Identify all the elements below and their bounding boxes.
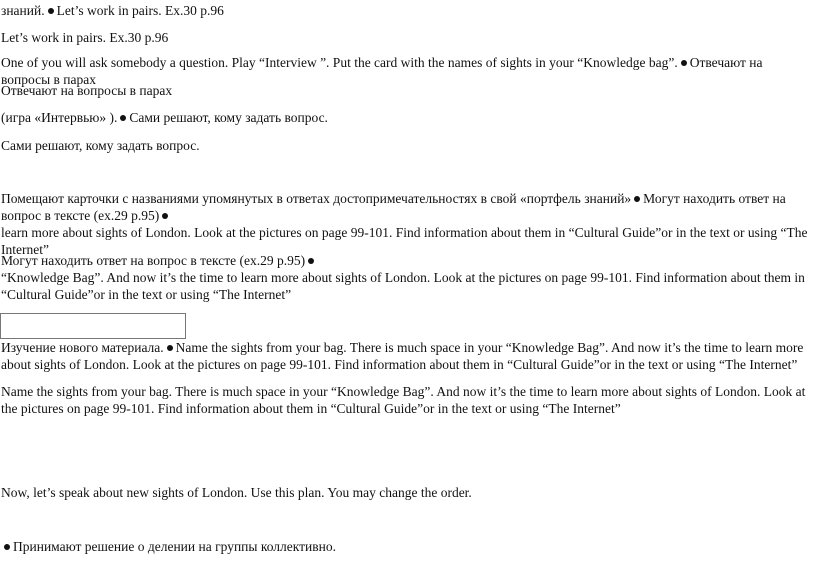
p5-text: Сами решают, кому задать вопрос.	[129, 110, 328, 125]
paragraph-11: Now, let’s speak about new sights of London. Use this plan. You may change the order.	[1, 485, 472, 500]
p3-ru: Отвечают на вопросы в парах	[1, 55, 763, 87]
paragraph-10: Name the sights from your bag. There is much space in your “Knowledge Bag”. And now it’s the time to learn more about sights of London. Look at the pictures on page 99-101. Find information about them in “Cultural Guide”or in the text or using “The Internet”	[1, 384, 806, 416]
p3-text: One of you will ask somebody a question. Play “Interview ”. Put the card with the names of sights in your “Knowledge bag”.	[1, 55, 678, 70]
bullet-icon	[48, 8, 54, 14]
paragraph-12	[1, 538, 808, 555]
bullet-icon	[167, 345, 173, 351]
empty-text-box[interactable]	[0, 313, 186, 339]
bullet-icon	[162, 213, 168, 219]
paragraph-7	[1, 190, 808, 258]
paragraph-9	[1, 339, 808, 373]
p7-text3: learn more about sights of London. Look at the pictures on page 99-101. Find information about them in “Cultural Guide”or in the text or using “The Internet”	[1, 225, 808, 257]
bullet-icon	[681, 60, 687, 66]
p1-prefix: знаний.	[1, 3, 45, 18]
p5-prefix: (игра «Интервью» ).	[1, 110, 118, 125]
p9-text: Name the sights from your bag. There is much space in your “Knowledge Bag”. And now it’s the time to learn more about sights of London. Look at the pictures on page 99-101. Find information about them in “Cultural Guide”or in the text or using “The Internet”	[1, 340, 804, 372]
p12-text: Принимают решение о делении на группы коллективно.	[13, 539, 336, 554]
p9-prefix: Изучение нового материала.	[1, 340, 164, 355]
paragraph-1	[1, 2, 808, 19]
bullet-icon	[634, 196, 640, 202]
paragraph-2: Let’s work in pairs. Ex.30 p.96	[1, 30, 169, 45]
p8-text2: “Knowledge Bag”. And now it’s the time to learn more about sights of London. Look at the pictures on page 99-101. Find information about them in “Cultural Guide”or in the text or using “The Internet”	[1, 270, 805, 302]
bullet-icon	[4, 544, 10, 550]
paragraph-4: Отвечают на вопросы в парах	[1, 83, 173, 98]
bullet-icon	[120, 115, 126, 121]
bullet-icon	[308, 258, 314, 264]
paragraph-8	[1, 252, 808, 303]
paragraph-5	[1, 109, 808, 126]
p1-text: Let’s work in pairs. Ex.30 p.96	[56, 3, 224, 18]
p8-text: Могут находить ответ на вопрос в тексте (ex.29 p.95)	[1, 253, 306, 268]
p7-text2: Могут находить ответ на вопрос в тексте (ex.29 p.95)	[1, 191, 786, 223]
p7-text: Помещают карточки с названиями упомянутых в ответах достопримечательностях в свой «портфель знаний»	[1, 191, 632, 206]
paragraph-6: Сами решают, кому задать вопрос.	[1, 138, 200, 153]
